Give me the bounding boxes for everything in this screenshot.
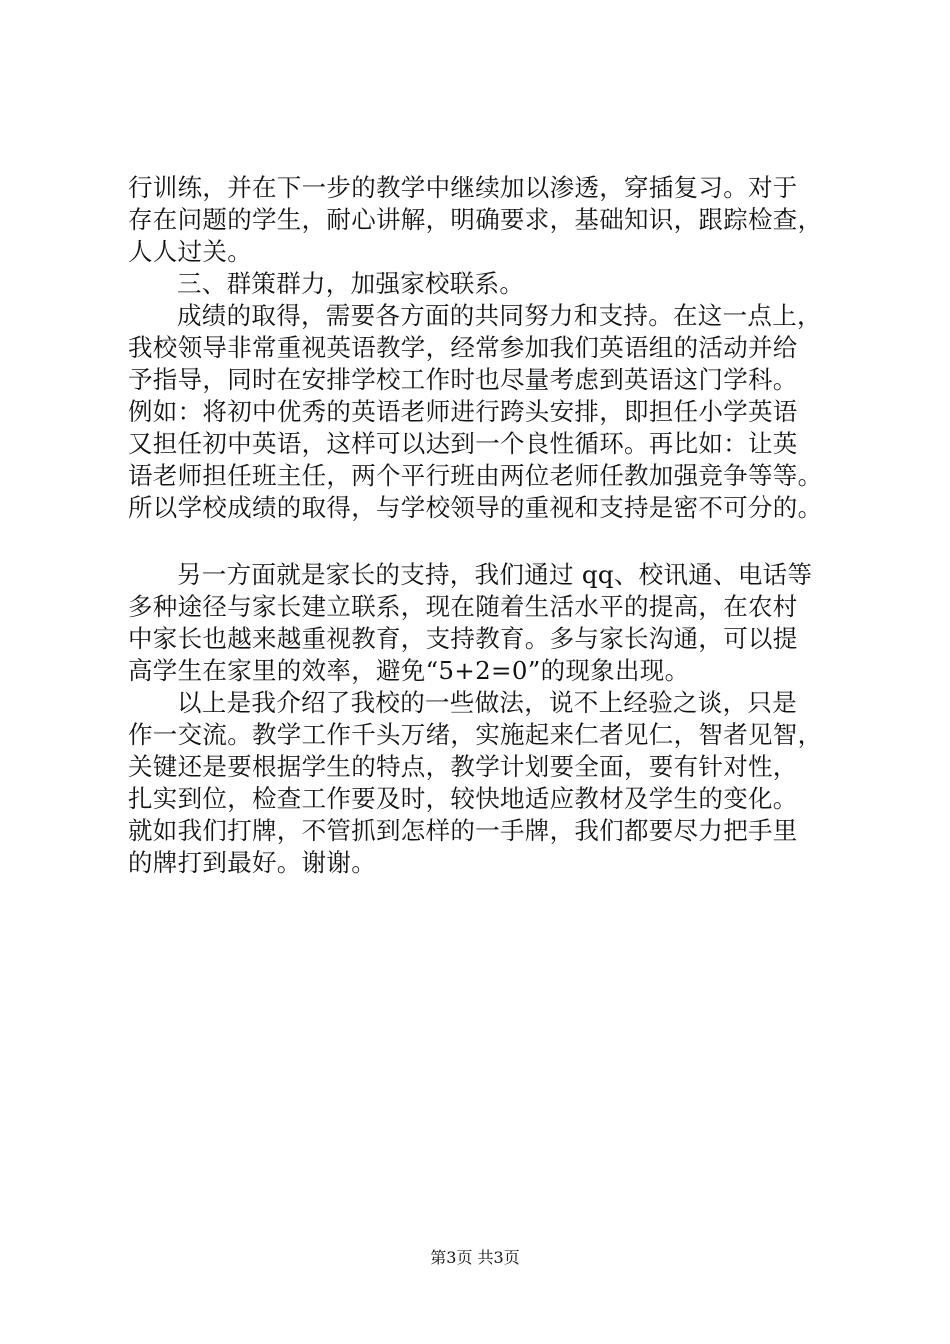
text-line: 中家长也越来越重视教育，支持教育。多与家长沟通，可以提 [128,624,798,653]
text-line: 就如我们打牌，不管抓到怎样的一手牌，我们都要尽力把手里 [128,816,798,845]
text-line: 所以学校成绩的取得，与学校领导的重视和支持是密不可分的。 [128,493,823,522]
paragraph-gap [128,524,836,559]
text-line: 另一方面就是家长的支持，我们通过 qq、校讯通、电话等 [177,560,813,589]
text-line: 成绩的取得，需要各方面的共同努力和支持。在这一点上， [177,301,822,330]
text-line: 予指导，同时在安排学校工作时也尽量考虑到英语这门学科。 [128,365,798,394]
text-line: 以上是我介绍了我校的一些做法，说不上经验之谈，只是 [177,688,797,717]
text-line: 高学生在家里的效率，避免“5+2=0”的现象出现。 [128,656,690,685]
text-line: 存在问题的学生，耐心讲解，明确要求，基础知识，跟踪检查， [128,205,823,234]
text-line: 行训练，并在下一步的教学中继续加以渗透，穿插复习。对于 [128,173,798,202]
text-line: 多种途径与家长建立联系，现在随着生活水平的提高，在农村 [128,592,798,621]
text-line: 语老师担任班主任，两个平行班由两位老师任教加强竞争等等。 [128,461,823,490]
text-line: 关键还是要根据学生的特点，教学计划要全面，要有针对性， [128,752,798,781]
text-line: 扎实到位，检查工作要及时，较快地适应教材及学生的变化。 [128,784,798,813]
text-line: 我校领导非常重视英语教学，经常参加我们英语组的活动并给 [128,333,798,362]
page-number-footer: 第3页 共3页 [430,1248,520,1267]
text-line: 的牌打到最好。谢谢。 [128,848,376,877]
document-body [128,172,836,879]
text-line: 人人过关。 [128,237,252,266]
text-line: 例如：将初中优秀的英语老师进行跨头安排，即担任小学英语 [128,397,798,426]
text-line: 又担任初中英语，这样可以达到一个良性循环。再比如：让英 [128,429,798,458]
section-heading: 三、群策群力，加强家校联系。 [177,269,525,298]
text-line: 作一交流。教学工作千头万绪，实施起来仁者见仁，智者见智， [128,720,823,749]
